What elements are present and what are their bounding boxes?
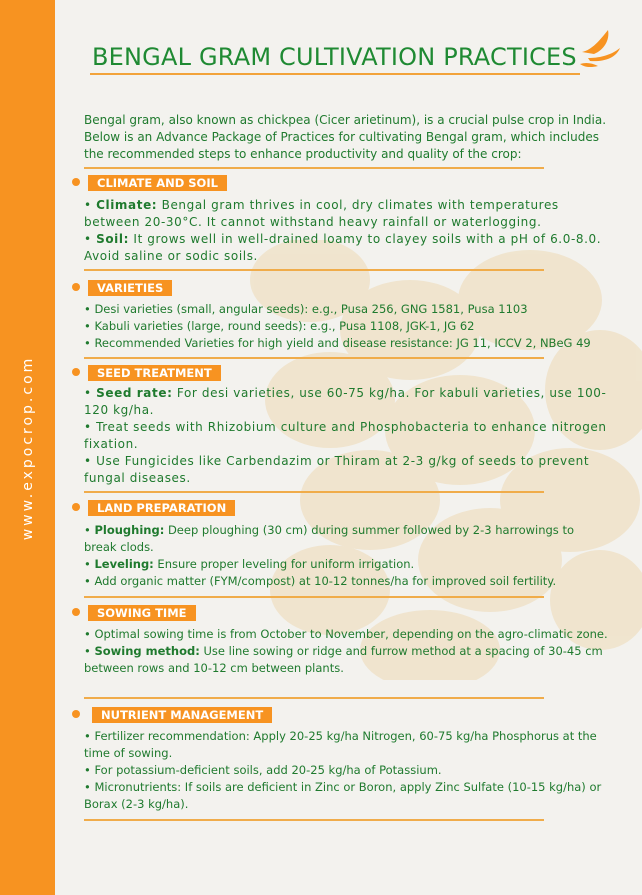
- section-bullet: [72, 178, 80, 186]
- section-heading-land: LAND PREPARATION: [88, 500, 235, 516]
- splash-decoration-icon: [578, 28, 622, 68]
- section-body-nutrient: [84, 728, 608, 813]
- list-item: • Optimal sowing time is from October to November, depending on the agro-climatic zone.: [84, 627, 608, 641]
- section-body-seed: [84, 385, 608, 487]
- section-body-climate: [84, 197, 608, 265]
- website-url: www.expocrop.com: [20, 355, 36, 541]
- list-item: • Micronutrients: If soils are deficient in Zinc or Boron, apply Zinc Sulfate (10-15 kg/ha) or Borax (2-3 kg/ha).: [84, 780, 602, 811]
- divider: [84, 596, 544, 598]
- section-heading-climate: CLIMATE AND SOIL: [88, 175, 227, 191]
- page-title: BENGAL GRAM CULTIVATION PRACTICES: [92, 43, 577, 71]
- list-item: • Fertilizer recommendation: Apply 20-25 kg/ha Nitrogen, 60-75 kg/ha Phosphorus at the time of sowing.: [84, 729, 597, 760]
- divider: [84, 697, 544, 699]
- section-bullet: [72, 710, 80, 718]
- section-bullet: [72, 368, 80, 376]
- divider: [84, 167, 544, 169]
- sidebar: [0, 0, 55, 895]
- divider: [84, 491, 544, 493]
- list-item: • Treat seeds with Rhizobium culture and Phosphobacteria to enhance nitrogen fixation.: [84, 420, 607, 451]
- list-item: • Kabuli varieties (large, round seeds): e.g., Pusa 1108, JGK-1, JG 62: [84, 319, 475, 333]
- divider: [84, 357, 544, 359]
- section-bullet: [72, 608, 80, 616]
- section-body-varieties: [84, 301, 608, 352]
- list-item: • Desi varieties (small, angular seeds): e.g., Pusa 256, GNG 1581, Pusa 1103: [84, 302, 528, 316]
- section-bullet: [72, 283, 80, 291]
- list-item: • For potassium-deficient soils, add 20-25 kg/ha of Potassium.: [84, 763, 442, 777]
- divider: [84, 819, 544, 821]
- ploughing-item: • Ploughing: Deep ploughing (30 cm) during summer followed by 2-3 harrowings to break clods.: [84, 523, 575, 554]
- divider: [84, 269, 544, 271]
- title-underline: [90, 73, 580, 75]
- list-item: • Use Fungicides like Carbendazim or Thiram at 2-3 g/kg of seeds to prevent fungal diseases.: [84, 454, 590, 485]
- climate-item: • Climate: Bengal gram thrives in cool, dry climates with temperatures between 20-30°C. It cannot withstand heavy rainfall or waterlogging.: [84, 198, 559, 229]
- soil-item: • Soil: It grows well in well-drained loamy to clayey soils with a pH of 6.0-8.0. Avoid saline or sodic soils.: [84, 232, 602, 263]
- section-body-land: [84, 522, 608, 590]
- section-heading-seed: SEED TREATMENT: [88, 365, 221, 381]
- list-item: • Add organic matter (FYM/compost) at 10-12 tonnes/ha for improved soil fertility.: [84, 574, 557, 588]
- list-item: • Recommended Varieties for high yield and disease resistance: JG 11, ICCV 2, NBeG 49: [84, 336, 591, 350]
- leveling-item: • Leveling: Ensure proper leveling for uniform irrigation.: [84, 557, 415, 571]
- section-bullet: [72, 503, 80, 511]
- section-heading-varieties: VARIETIES: [88, 280, 172, 296]
- seed-rate-item: • Seed rate: For desi varieties, use 60-75 kg/ha. For kabuli varieties, use 100-120 kg/ha.: [84, 386, 607, 417]
- section-body-sowing: [84, 626, 608, 677]
- section-heading-nutrient: NUTRIENT MANAGEMENT: [92, 707, 272, 723]
- intro-paragraph: Bengal gram, also known as chickpea (Cicer arietinum), is a crucial pulse crop in India. Below is an Advance Package of Practices for cultivating Bengal gram, which includes the recommended steps to enhance productivity and quality of the crop:: [84, 113, 607, 161]
- sowing-method-item: • Sowing method: Use line sowing or ridge and furrow method at a spacing of 30-45 cm between rows and 10-12 cm between plants.: [84, 644, 603, 675]
- section-heading-sowing: SOWING TIME: [88, 605, 196, 621]
